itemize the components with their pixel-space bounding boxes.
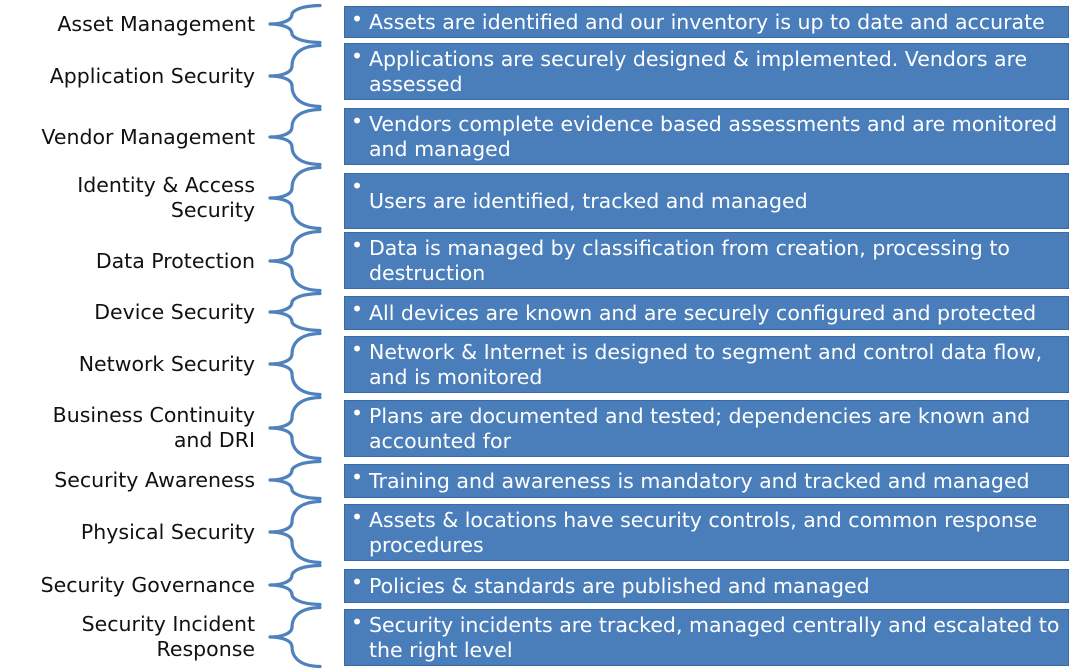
bullet-icon: • xyxy=(350,297,364,321)
description-text: Data is managed by classification from creation, processing to destruction xyxy=(369,235,1010,285)
bullet-icon: • xyxy=(350,610,364,634)
description-text: Plans are documented and tested; dependencies are known and accounted for xyxy=(369,403,1031,453)
bullet-icon: • xyxy=(350,44,364,68)
description-box xyxy=(344,569,1069,603)
curly-brace-icon xyxy=(256,332,328,396)
row-label: Device Security xyxy=(94,299,255,324)
row-label: Data Protection xyxy=(95,248,255,273)
curly-brace-icon xyxy=(256,396,328,460)
row-label: Security Governance xyxy=(40,572,255,597)
description-text: Training and awareness is mandatory and tracked and managed xyxy=(369,468,1030,493)
description-box xyxy=(344,504,1069,561)
bullet-icon: • xyxy=(350,505,364,529)
row-label: Network Security xyxy=(78,351,255,376)
description-text: Policies & standards are published and managed xyxy=(369,573,870,598)
description-box xyxy=(344,43,1069,100)
description-text: Users are identified, tracked and managed xyxy=(369,188,808,213)
description-box xyxy=(344,609,1069,666)
description-box xyxy=(344,336,1069,393)
description-text: All devices are known and are securely configured and protected xyxy=(369,300,1037,325)
curly-brace-icon xyxy=(256,500,328,564)
curly-brace-icon xyxy=(256,606,328,668)
description-text: Network & Internet is designed to segment and control data flow, and is monitored xyxy=(369,339,1043,389)
row-label: Physical Security xyxy=(80,519,255,544)
row-label: Vendor Management xyxy=(41,124,255,149)
description-text: Security incidents are tracked, managed centrally and escalated to the right level xyxy=(369,612,1060,662)
description-text: Assets are identified and our inventory is up to date and accurate xyxy=(369,9,1045,34)
bullet-icon: • xyxy=(350,109,364,133)
row-label: Application Security xyxy=(49,63,255,88)
curly-brace-icon xyxy=(256,108,328,166)
curly-brace-icon xyxy=(256,44,328,108)
curly-brace-icon xyxy=(256,166,328,230)
bullet-icon: • xyxy=(350,233,364,257)
description-box xyxy=(344,6,1069,38)
description-box xyxy=(344,296,1069,330)
bullet-icon: • xyxy=(350,174,364,198)
bullet-icon: • xyxy=(350,465,364,489)
description-box xyxy=(344,173,1069,229)
description-text: Assets & locations have security controls, and common response procedures xyxy=(369,507,1038,557)
curly-brace-icon xyxy=(256,564,328,606)
row-label: Security Awareness xyxy=(54,467,255,492)
bullet-icon: • xyxy=(350,337,364,361)
bullet-icon: • xyxy=(350,570,364,594)
description-text: Applications are securely designed & implemented. Vendors are assessed xyxy=(369,46,1028,96)
curly-brace-icon xyxy=(256,4,328,44)
bullet-icon: • xyxy=(350,7,364,31)
row-label: Security Incident Response xyxy=(81,612,255,661)
row-label: Asset Management xyxy=(57,11,255,36)
description-box xyxy=(344,400,1069,457)
curly-brace-icon xyxy=(256,460,328,500)
description-box xyxy=(344,464,1069,498)
curly-brace-icon xyxy=(256,292,328,332)
row-label: Business Continuity and DRI xyxy=(52,403,255,452)
bullet-icon: • xyxy=(350,401,364,425)
row-label: Identity & Access Security xyxy=(77,173,255,222)
description-box xyxy=(344,232,1069,289)
curly-brace-icon xyxy=(256,230,328,292)
description-text: Vendors complete evidence based assessments and are monitored and managed xyxy=(369,111,1058,161)
description-box xyxy=(344,108,1069,165)
